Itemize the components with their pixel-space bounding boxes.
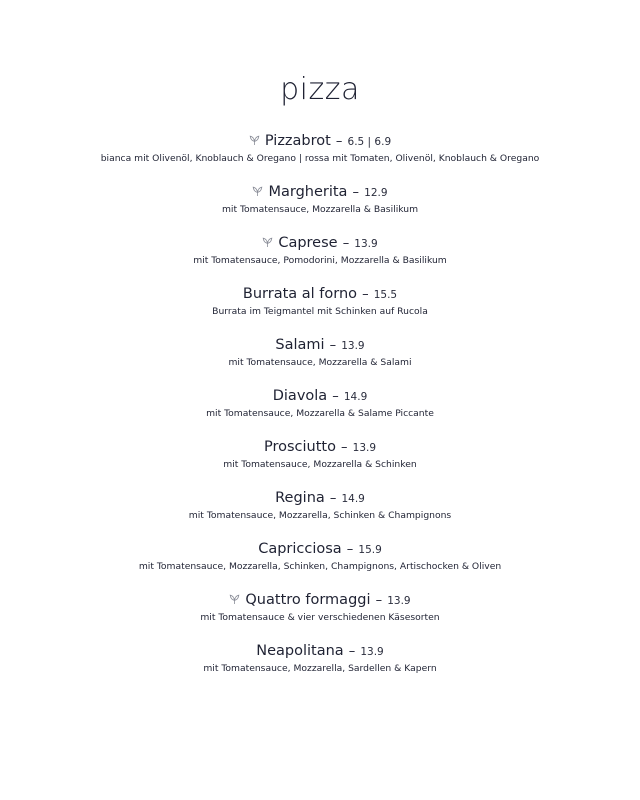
price-dash: – xyxy=(329,491,337,506)
page-title: pizza xyxy=(280,72,360,108)
menu-item-price: 12.9 xyxy=(364,187,388,199)
menu-item xyxy=(0,537,640,588)
menu-item-name: Capricciosa xyxy=(258,541,342,557)
menu-item-price: 15.9 xyxy=(358,544,382,556)
menu-item-name: Salami xyxy=(275,337,325,353)
menu-item-price: 14.9 xyxy=(343,391,368,403)
menu-item-header xyxy=(0,537,640,559)
price-dash: – xyxy=(362,287,369,302)
menu-item-price: 6.5 | 6.9 xyxy=(347,136,392,148)
menu-item-header xyxy=(0,180,640,202)
vegetarian-leaf-icon xyxy=(252,186,263,197)
menu-item-header xyxy=(0,129,640,151)
menu-item xyxy=(0,333,640,384)
menu-item-description: mit Tomatensauce, Pomodorini, Mozzarella & Basilikum xyxy=(193,255,447,266)
menu-item-header xyxy=(0,282,640,304)
menu-item-price: 13.9 xyxy=(354,238,378,250)
menu-item xyxy=(0,486,640,537)
menu-item-price: 13.9 xyxy=(352,442,377,454)
menu-item xyxy=(0,129,640,180)
price-dash: – xyxy=(346,542,354,557)
menu-item-description: mit Tomatensauce, Mozzarella & Schinken xyxy=(223,459,417,470)
menu-item xyxy=(0,588,640,639)
vegetarian-leaf-icon xyxy=(229,594,240,605)
menu-item-header xyxy=(0,486,640,508)
menu-item-price: 13.9 xyxy=(387,595,411,607)
price-dash: – xyxy=(352,185,360,200)
menu-item-name: Regina xyxy=(275,490,325,506)
menu-item xyxy=(0,435,640,486)
menu-item xyxy=(0,282,640,333)
vegetarian-leaf-icon xyxy=(249,135,260,146)
menu-item-price: 13.9 xyxy=(341,340,365,352)
menu-item xyxy=(0,639,640,690)
menu-item-name: Quattro formaggi xyxy=(245,592,371,608)
menu-item xyxy=(0,384,640,435)
vegetarian-leaf-icon xyxy=(262,237,273,248)
menu-item-name: Neapolitana xyxy=(256,643,344,659)
menu-item-description: Burrata im Teigmantel mit Schinken auf Rucola xyxy=(212,306,428,317)
menu-item-description: mit Tomatensauce, Mozzarella, Schinken, Champignons, Artischocken & Oliven xyxy=(138,561,502,572)
menu-item-price: 13.9 xyxy=(360,646,384,658)
menu-item xyxy=(0,231,640,282)
pizza-menu-list xyxy=(0,129,640,690)
menu-item-name: Caprese xyxy=(278,235,338,251)
menu-item xyxy=(0,180,640,231)
menu-item-price: 15.5 xyxy=(373,289,398,301)
menu-item-name: Margherita xyxy=(268,184,348,200)
menu-item-description: mit Tomatensauce, Mozzarella & Salame Piccante xyxy=(206,408,434,419)
menu-item-description: mit Tomatensauce & vier verschiedenen Käsesorten xyxy=(200,612,440,623)
menu-item-header xyxy=(0,639,640,661)
menu-item-header xyxy=(0,231,640,253)
menu-item-description: mit Tomatensauce, Mozzarella & Salami xyxy=(228,357,412,368)
menu-item-description: mit Tomatensauce, Mozzarella, Sardellen & Kapern xyxy=(203,663,437,674)
menu-item-header xyxy=(0,384,640,406)
price-dash: – xyxy=(329,338,337,353)
price-dash: – xyxy=(348,644,356,659)
menu-item-name: Burrata al forno xyxy=(242,286,358,302)
price-dash: – xyxy=(375,593,383,608)
menu-item-header xyxy=(0,333,640,355)
menu-item-header xyxy=(0,435,640,457)
menu-item-name: Prosciutto xyxy=(263,439,336,455)
price-dash: – xyxy=(335,134,343,149)
menu-item-header xyxy=(0,588,640,610)
menu-item-description: bianca mit Olivenöl, Knoblauch & Oregano | rossa mit Tomaten, Olivenöl, Knoblauch & Oregano xyxy=(100,153,540,164)
menu-item-name: Diavola xyxy=(272,388,328,404)
price-dash: – xyxy=(341,440,348,455)
menu-item-name: Pizzabrot xyxy=(264,133,331,149)
menu-item-description: mit Tomatensauce, Mozzarella & Basilikum xyxy=(221,204,419,215)
price-dash: – xyxy=(332,389,339,404)
menu-item-price: 14.9 xyxy=(341,493,365,505)
menu-item-description: mit Tomatensauce, Mozzarella, Schinken & Champignons xyxy=(188,510,452,521)
price-dash: – xyxy=(342,236,350,251)
